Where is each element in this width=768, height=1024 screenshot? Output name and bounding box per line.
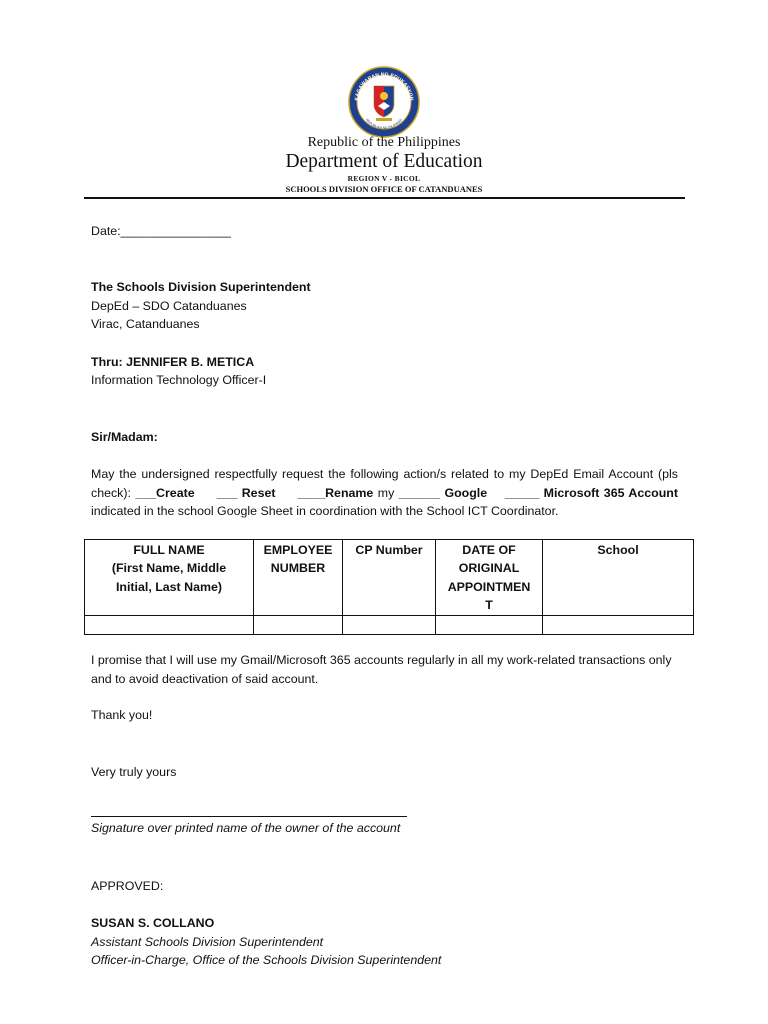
request-my: my (377, 485, 395, 500)
region-heading: REGION V - BICOL (347, 174, 421, 183)
request-paragraph (91, 465, 678, 521)
approver-name: SUSAN S. COLLANO (91, 916, 215, 930)
header-full-name: FULL NAME (First Name, Middle Initial, Last Name) (85, 540, 254, 616)
thru-line: Thru: JENNIFER B. METICA (91, 355, 255, 369)
cell-cp-number[interactable] (343, 615, 436, 634)
date-label: Date: (91, 224, 121, 238)
svg-text:REPUBLIKA NG PILIPINAS: REPUBLIKA NG PILIPINAS (364, 117, 404, 131)
header-date-of-appointment: DATE OF ORIGINAL APPOINTMEN T (436, 540, 543, 616)
option-create: ___Create (135, 485, 195, 500)
date-blank-trail: _ (224, 224, 231, 238)
deped-seal-logo (348, 66, 420, 138)
request-details-table (84, 539, 694, 635)
date-blank: _______________ (120, 224, 224, 238)
approved-label: APPROVED: (91, 879, 164, 893)
cell-school[interactable] (543, 615, 694, 634)
option-reset: ___ Reset (216, 485, 276, 500)
thank-you: Thank you! (91, 708, 153, 722)
option-rename: ____Rename (297, 485, 374, 500)
cell-full-name[interactable] (85, 615, 254, 634)
header-divider (84, 197, 685, 199)
signature-line (91, 816, 407, 817)
department-heading: Department of Education (285, 151, 483, 172)
header-cp-number: CP Number (343, 540, 436, 616)
salutation: Sir/Madam: (91, 430, 158, 444)
division-heading: SCHOOLS DIVISION OFFICE OF CATANDUANES (285, 184, 483, 194)
signature-caption: Signature over printed name of the owner of the account (91, 821, 401, 835)
table-header-row (85, 540, 694, 616)
thru-position: Information Technology Officer-I (91, 373, 267, 387)
date-line (91, 222, 231, 240)
promise-paragraph: I promise that I will use my Gmail/Microsoft 365 accounts regularly in all my work-related transactions only and to avoid deactivation of said account. (91, 653, 672, 686)
closing: Very truly yours (91, 765, 177, 779)
cell-employee-number[interactable] (254, 615, 343, 634)
request-outro: indicated in the school Google Sheet in coordination with the School ICT Coordinator. (91, 504, 559, 519)
header-employee-number: EMPLOYEE NUMBER (254, 540, 343, 616)
option-microsoft-365: _____ Microsoft 365 Account (504, 485, 678, 500)
cell-date-of-appointment[interactable] (436, 615, 543, 634)
table-row (85, 615, 694, 634)
approver-role: Officer-in-Charge, Office of the Schools Division Superintendent (91, 953, 442, 967)
recipient-title: The Schools Division Superintendent (91, 280, 311, 294)
recipient-address: Virac, Catanduanes (91, 317, 200, 331)
header-school: School (543, 540, 694, 616)
republic-heading: Republic of the Philippines (307, 135, 461, 150)
request-intro: May the undersigned respectfully request the following action/s related to my DepEd Email Account (pls check): (91, 467, 678, 500)
approver-title: Assistant Schools Division Superintendent (91, 935, 324, 949)
recipient-office: DepEd – SDO Catanduanes (91, 299, 247, 313)
svg-text:KAGAWARAN NG EDUKASYON: KAGAWARAN NG EDUKASYON (353, 71, 415, 102)
option-google: ______ Google (398, 485, 488, 500)
